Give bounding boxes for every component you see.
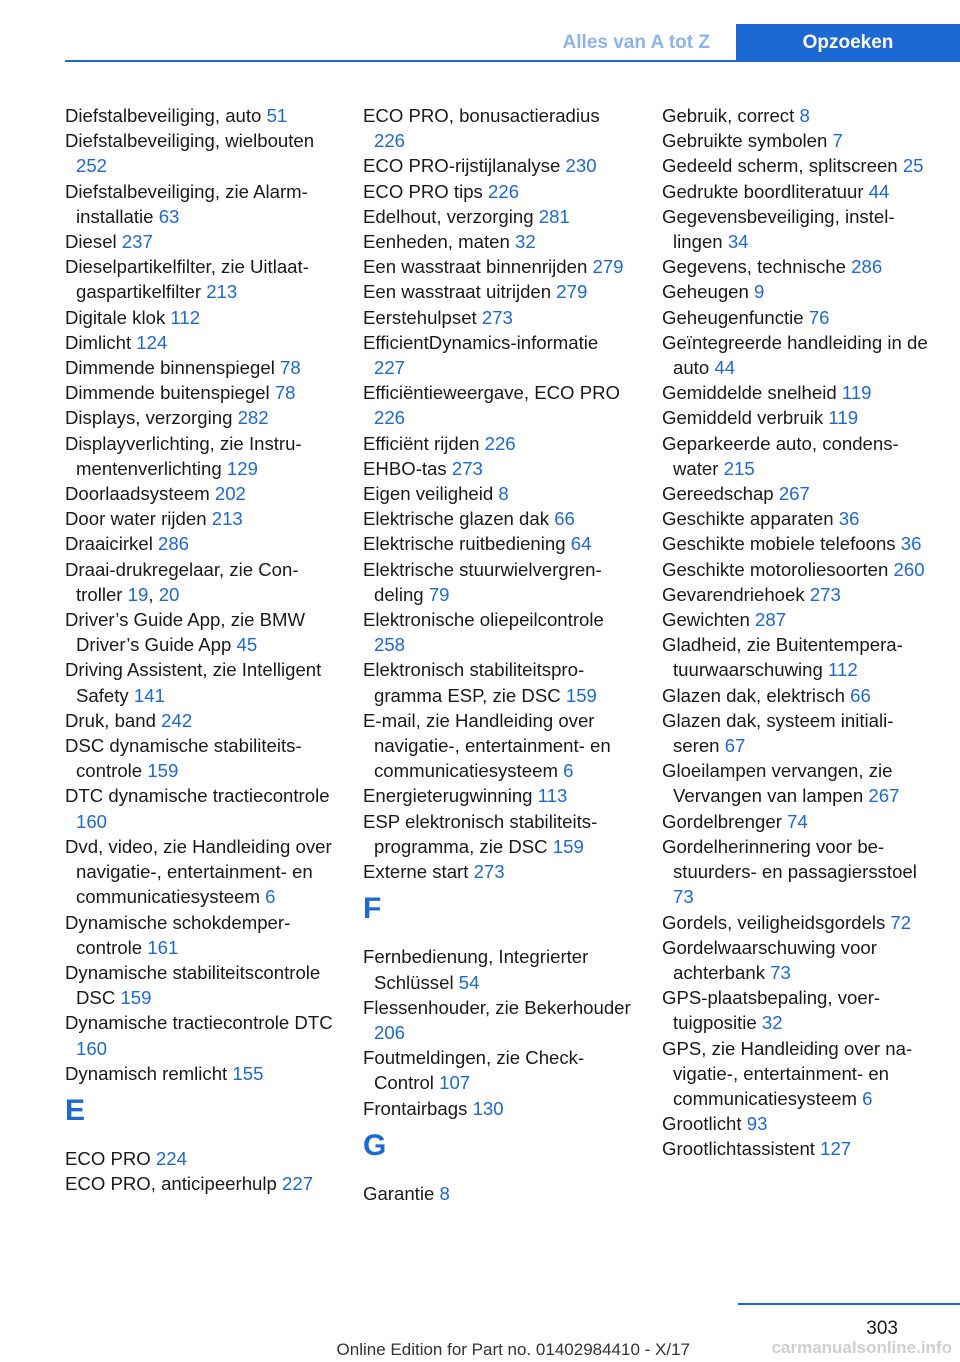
index-entry-text: E-mail, zie Handleiding over navigatie-, entertainment- en communicatiesysteem [363, 709, 611, 782]
page-link[interactable]: 202 [214, 483, 246, 505]
index-entry-text: Gebruik, correct [662, 105, 795, 126]
index-entry [363, 204, 633, 229]
page-link[interactable]: 159 [120, 987, 152, 1009]
index-entry-text: Geheugen [662, 281, 749, 303]
page-link[interactable]: 159 [552, 835, 584, 857]
page-link[interactable]: 8 [799, 105, 810, 126]
index-entry [662, 557, 932, 582]
index-entry [65, 355, 335, 380]
page-link[interactable]: 213 [206, 281, 238, 303]
page-link[interactable]: 273 [809, 583, 841, 605]
page-link[interactable]: 51 [266, 105, 288, 126]
page-link[interactable]: 66 [850, 684, 871, 706]
index-entry-text: EHBO-tas [363, 457, 447, 479]
index-letter-heading: E [65, 1093, 86, 1127]
index-entry [65, 1010, 335, 1060]
index-entry [662, 632, 932, 682]
index-entry-text: Gedeeld scherm, splitscreen [662, 155, 898, 177]
index-entry [363, 1096, 633, 1121]
index-entry-text: DSC dynamische stabiliteitscontrole [65, 735, 302, 782]
index-entry-text: Doorlaadsysteem [65, 483, 210, 505]
index-entry-text: Glazen dak, systeem initialiseren [662, 709, 894, 757]
index-entry-text: Eigen veiligheid [363, 483, 494, 505]
page-link[interactable]: 19 [127, 583, 149, 605]
page-link[interactable]: 282 [237, 407, 269, 429]
page-link[interactable]: 36 [900, 533, 922, 555]
index-entry [662, 305, 932, 330]
index-letter-heading: F [363, 892, 382, 926]
page-link[interactable]: 78 [280, 357, 301, 379]
index-column-1 [65, 103, 335, 1196]
index-entry-text: Gegevens, technische [662, 256, 846, 278]
index-entry [363, 229, 633, 254]
index-entry-text: Dynamische schokdempercontrole [65, 911, 291, 958]
index-entry [363, 995, 633, 1045]
header-tab-opzoeken[interactable]: Opzoeken [736, 24, 960, 62]
footer-rule [738, 1303, 960, 1305]
page-link[interactable]: 32 [761, 1012, 783, 1034]
index-entry-text: Dimmende buitenspiegel [65, 382, 270, 404]
page-link[interactable]: 93 [746, 1113, 768, 1135]
index-entry-text: Een wasstraat binnenrijden [363, 256, 588, 278]
page-link[interactable]: 281 [538, 205, 570, 227]
page-link[interactable]: 260 [893, 558, 925, 580]
index-entry [662, 128, 932, 153]
index-entry-text: Geheugenfunctie [662, 306, 804, 328]
index-entry-text: Edelhout, verzorging [363, 205, 534, 227]
index-entry-text: Geschikte mobiele telefoons [662, 533, 896, 555]
page-link[interactable]: 226 [374, 407, 406, 429]
index-entry [363, 557, 633, 607]
index-entry [363, 859, 633, 884]
page-link[interactable]: 113 [537, 785, 568, 807]
index-entry [662, 279, 932, 304]
index-entry-text: Displays, verzorging [65, 407, 233, 429]
page-link[interactable]: 258 [374, 634, 406, 656]
index-entry [662, 809, 932, 834]
index-entry-text: Displayverlichting, zie Instrumentenverlichting [65, 432, 302, 479]
index-entry [65, 330, 335, 355]
index-entry [363, 506, 633, 531]
index-entry-text: Gevarendriehoek [662, 583, 805, 605]
index-entry-text: Gewichten [662, 609, 750, 631]
page-link[interactable]: 213 [211, 508, 243, 530]
index-entry [65, 531, 335, 556]
index-entry [65, 128, 335, 178]
index-entry [662, 431, 932, 481]
index-entry-text: Door water rijden [65, 508, 207, 530]
page-link[interactable]: 129 [226, 457, 258, 479]
index-entry [363, 531, 633, 556]
index-entry [662, 683, 932, 708]
index-entry-text: Elektrische ruitbediening [363, 533, 566, 555]
page-link[interactable]: 8 [498, 483, 509, 505]
index-entry-text: Fernbedienung, Integrierter Schlüssel [363, 946, 589, 993]
page-link[interactable]: 159 [147, 760, 179, 782]
index-entry-text: Energieterugwinning [363, 785, 533, 807]
index-entry-text: Frontairbags [363, 1097, 468, 1119]
index-entry [662, 935, 932, 985]
index-entry [662, 1136, 932, 1161]
page-link[interactable]: 279 [556, 281, 588, 303]
page-link[interactable]: 160 [76, 810, 108, 832]
page-link[interactable]: 44 [714, 357, 736, 379]
page-link[interactable]: 141 [133, 684, 165, 706]
index-entry [65, 305, 335, 330]
page-link[interactable]: 287 [755, 609, 787, 631]
index-entry [363, 1045, 633, 1095]
index-entry-text: Gemiddelde snelheid [662, 382, 837, 404]
page-link[interactable]: 230 [565, 155, 597, 177]
index-entry-text: Gladheid, zie Buitentemperatuurwaarschuwing [662, 634, 903, 681]
page-link[interactable]: 227 [374, 357, 406, 379]
index-entry [65, 783, 335, 833]
index-entry-text: ECO PRO tips [363, 180, 483, 202]
index-entry [65, 103, 335, 128]
index-entry-text: Elektrische glazen dak [363, 508, 550, 530]
index-entry-text: Driver’s Guide App, zie BMW Driver’s Guide App [65, 609, 306, 656]
index-entry-text: Digitale klok [65, 306, 166, 328]
index-entry [363, 153, 633, 178]
index-entry-text: Dvd, video, zie Handleiding over navigatie-, entertainment- en communicatiesysteem [65, 835, 332, 908]
index-entry [65, 380, 335, 405]
index-entry [65, 1171, 335, 1196]
index-entry [65, 708, 335, 733]
index-entry [363, 783, 633, 808]
index-entry-text: Foutmeldingen, zie Check-Control [363, 1047, 585, 1094]
index-entry-text: Elektronische oliepeilcontrole [363, 609, 604, 631]
index-entry-text: Geschikte apparaten [662, 508, 834, 530]
index-entry-text: Gloeilampen vervangen, zie Vervangen van lampen [662, 760, 893, 807]
page-link[interactable]: 273 [451, 457, 483, 479]
index-entry [363, 607, 633, 657]
index-entry [363, 330, 633, 380]
index-entry [662, 380, 932, 405]
page-link[interactable]: 273 [473, 861, 505, 883]
index-entry [65, 733, 335, 783]
index-entry [363, 708, 633, 784]
index-entry [65, 506, 335, 531]
page-link[interactable]: 130 [472, 1097, 504, 1119]
index-entry [363, 431, 633, 456]
index-entry [65, 431, 335, 481]
page-link[interactable]: 6 [862, 1087, 873, 1109]
page-link[interactable]: 67 [724, 735, 746, 757]
page-link[interactable]: 112 [828, 659, 858, 681]
page-link[interactable]: 79 [428, 583, 450, 605]
page-link[interactable]: 6 [563, 760, 574, 782]
page-link[interactable]: 267 [868, 785, 900, 807]
index-entry [363, 179, 633, 204]
page-link[interactable]: 237 [121, 231, 153, 253]
index-entry [363, 456, 633, 481]
index-entry [65, 179, 335, 229]
index-entry [65, 481, 335, 506]
index-entry-text: Grootlicht [662, 1113, 742, 1135]
index-entry [363, 1181, 633, 1206]
page-link[interactable]: 107 [439, 1072, 471, 1094]
index-entry-text: Draaicirkel [65, 533, 153, 555]
page-link[interactable]: 64 [570, 533, 592, 555]
index-entry-text: Gordels, veiligheidsgordels [662, 911, 886, 933]
index-entry: Draai-drukregelaar, zie Controller 19, 20 [65, 558, 299, 605]
watermark: carmanualsonline.info [771, 1338, 952, 1357]
index-entry-text: Geparkeerde auto, condenswater [662, 432, 899, 479]
index-entry-text: Draai-drukregelaar, zie Controller [65, 558, 299, 605]
page-link[interactable]: 73 [770, 961, 791, 983]
index-entry-text: Diesel [65, 231, 117, 253]
index-entry [65, 229, 335, 254]
index-entry-text: GPS, zie Handleiding over navigatie-, entertainment- en communicatiesysteem [662, 1037, 913, 1109]
edition-note: Online Edition for Part no. 01402984410 - X/17 [336, 1340, 690, 1359]
page-link[interactable]: 226 [488, 180, 520, 202]
index-entry-text: Dieselpartikelfilter, zie Uitlaatgaspartikelfilter [65, 256, 309, 303]
page-link[interactable]: 9 [754, 281, 765, 303]
page-link[interactable]: 159 [565, 684, 597, 706]
index-entry-text: Efficiëntieweergave, ECO PRO [363, 382, 620, 404]
index-entry-text: Gordelherinnering voor bestuurders- en passagiersstoel [662, 835, 917, 883]
index-entry-text: Efficiënt rijden [363, 432, 480, 454]
index-entry-text: Glazen dak, elektrisch [662, 684, 845, 706]
index-entry-text: Driving Assistent, zie Intelligent Safety [65, 659, 322, 706]
index-entry-text: Diefstalbeveiliging, wielbouten [65, 130, 315, 152]
index-entry [662, 708, 932, 758]
index-entry [65, 1061, 335, 1086]
page-link[interactable]: 66 [554, 508, 575, 530]
index-entry-text: Garantie [363, 1182, 435, 1204]
index-letter-heading: G [363, 1128, 387, 1162]
index-entry [662, 1111, 932, 1136]
index-entry [662, 834, 932, 910]
index-entry [363, 809, 633, 859]
index-entry-text: Gebruikte symbolen [662, 130, 828, 152]
index-entry [662, 481, 932, 506]
index-entry-text: Dynamische stabiliteitscontrole DSC [65, 961, 321, 1009]
index-entry [363, 380, 633, 430]
page-link[interactable]: 215 [723, 457, 755, 479]
index-entry-text: Eerstehulpset [363, 306, 477, 328]
index-entry-text: ECO PRO, bonusactieradius [363, 105, 600, 126]
index-entry [65, 910, 335, 960]
index-entry [65, 607, 335, 657]
index-entry [662, 531, 932, 556]
page-link[interactable]: 279 [592, 256, 624, 278]
page-link[interactable]: 63 [158, 205, 180, 227]
page-link[interactable]: 25 [902, 155, 924, 177]
index-entry-text: Dynamisch remlicht [65, 1062, 228, 1084]
index-entry-text: ECO PRO-rijstijlanalyse [363, 155, 561, 177]
page-link[interactable]: 124 [136, 331, 168, 353]
index-entry [662, 910, 932, 935]
page-link[interactable]: 161 [147, 936, 179, 958]
page-link[interactable]: 119 [828, 407, 859, 429]
index-entry [65, 834, 335, 910]
index-entry [363, 305, 633, 330]
page-link[interactable]: 242 [161, 709, 193, 731]
index-column-2 [363, 103, 633, 1206]
page-link[interactable]: 78 [274, 382, 296, 404]
index-entry-text: ECO PRO [65, 1147, 151, 1169]
page-link[interactable]: 112 [170, 306, 201, 328]
page-link[interactable]: 127 [820, 1138, 852, 1160]
index-entry-text: Elektrische stuurwielvergrendeling [363, 558, 602, 605]
index-entry [65, 1146, 335, 1171]
page-link[interactable]: 286 [851, 256, 883, 278]
index-entry [363, 103, 633, 153]
index-entry-text: Externe start [363, 861, 469, 883]
page-link[interactable]: 286 [158, 533, 190, 555]
page-link[interactable]: 206 [374, 1021, 406, 1043]
page-link[interactable]: 45 [236, 634, 258, 656]
page-link[interactable]: 72 [890, 911, 912, 933]
index-column-3 [662, 103, 932, 1162]
index-entry [363, 279, 633, 304]
index-entry-text: Gemiddeld verbruik [662, 407, 824, 429]
index-entry-text: Geïntegreerde handleiding in de auto [662, 331, 928, 379]
page-link[interactable]: 119 [841, 382, 872, 404]
page-link[interactable]: 74 [787, 810, 808, 832]
index-entry-text: DTC dynamische tractiecontrole [65, 785, 330, 807]
page-link[interactable]: 155 [232, 1062, 264, 1084]
index-entry-text: Gegevensbeveiliging, instellingen [662, 205, 895, 253]
index-entry [363, 254, 633, 279]
page-link[interactable]: 76 [808, 306, 830, 328]
index-entry [662, 506, 932, 531]
index-entry-text: Diefstalbeveiliging, auto [65, 105, 262, 126]
index-entry-text: Dimlicht [65, 331, 132, 353]
index-entry-text: ESP elektronisch stabiliteitsprogramma, zie DSC [363, 810, 598, 857]
page-link[interactable]: 36 [838, 508, 860, 530]
page-link[interactable]: 34 [727, 231, 749, 253]
index-entry [662, 985, 932, 1035]
index-entry [363, 657, 633, 707]
index-entry [662, 179, 932, 204]
header-section-title: Alles van A tot Z [562, 32, 710, 53]
index-entry [662, 254, 932, 279]
index-entry-text: Diefstalbeveiliging, zie Alarminstallatie [65, 180, 308, 227]
index-entry [662, 607, 932, 632]
index-entry-text: Een wasstraat uitrijden [363, 281, 552, 303]
page-link[interactable]: 20 [158, 583, 180, 605]
page-link[interactable]: 160 [76, 1037, 108, 1059]
index-entry [662, 582, 932, 607]
page-link[interactable]: 227 [282, 1173, 314, 1195]
page-link[interactable]: 54 [458, 971, 480, 993]
index-entry [662, 405, 932, 430]
index-entry-text: Dimmende binnenspiegel [65, 357, 275, 379]
index-entry [363, 481, 633, 506]
index-entry-text: Eenheden, maten [363, 231, 510, 253]
index-entry-text: Dynamische tractiecontrole DTC [65, 1012, 333, 1034]
page-link[interactable]: 32 [514, 231, 536, 253]
page-link[interactable]: 44 [868, 180, 890, 202]
index-entry [662, 330, 932, 380]
index-entry-text: Grootlichtassistent [662, 1138, 815, 1160]
page-link[interactable]: 7 [832, 130, 843, 152]
index-entry-text: Gordelbrenger [662, 810, 782, 832]
index-entry-text: GPS-plaatsbepaling, voertuigpositie [662, 987, 881, 1034]
index-entry [662, 103, 932, 128]
page-link[interactable]: 226 [484, 432, 516, 454]
page-link[interactable]: 224 [155, 1147, 187, 1169]
index-entry-text: Flessenhouder, zie Bekerhouder [363, 996, 631, 1018]
index-entry-text: Gordelwaarschuwing voor achterbank [662, 936, 877, 983]
page-link[interactable]: 273 [481, 306, 513, 328]
index-entry-text: Elektronisch stabiliteitsprogramma ESP, zie DSC [363, 659, 585, 706]
index-entry-text: ECO PRO, anticipeerhulp [65, 1173, 277, 1195]
index-entry [65, 405, 335, 430]
index-entry [662, 1036, 932, 1112]
page-link[interactable]: 226 [374, 130, 406, 152]
page-link[interactable]: 73 [673, 886, 694, 908]
index-entry-text: Druk, band [65, 709, 156, 731]
index-entry-text: Gedrukte boordliteratuur [662, 180, 864, 202]
page-link[interactable]: 267 [778, 483, 810, 505]
index-entry [662, 204, 932, 254]
index-entry [662, 758, 932, 808]
page-link[interactable]: 252 [76, 155, 108, 177]
index-entry-text: EfficientDynamics-informatie [363, 331, 599, 353]
index-entry [65, 657, 335, 707]
index-entry-text: Gereedschap [662, 483, 774, 505]
page-link[interactable]: 8 [439, 1182, 450, 1204]
index-entry [662, 153, 932, 178]
page-link[interactable]: 6 [265, 886, 276, 908]
index-entry-text: Geschikte motoroliesoorten [662, 558, 889, 580]
index-entry [65, 960, 335, 1010]
page-number: 303 [866, 1318, 898, 1339]
index-entry [65, 254, 335, 304]
index-entry [363, 944, 633, 994]
